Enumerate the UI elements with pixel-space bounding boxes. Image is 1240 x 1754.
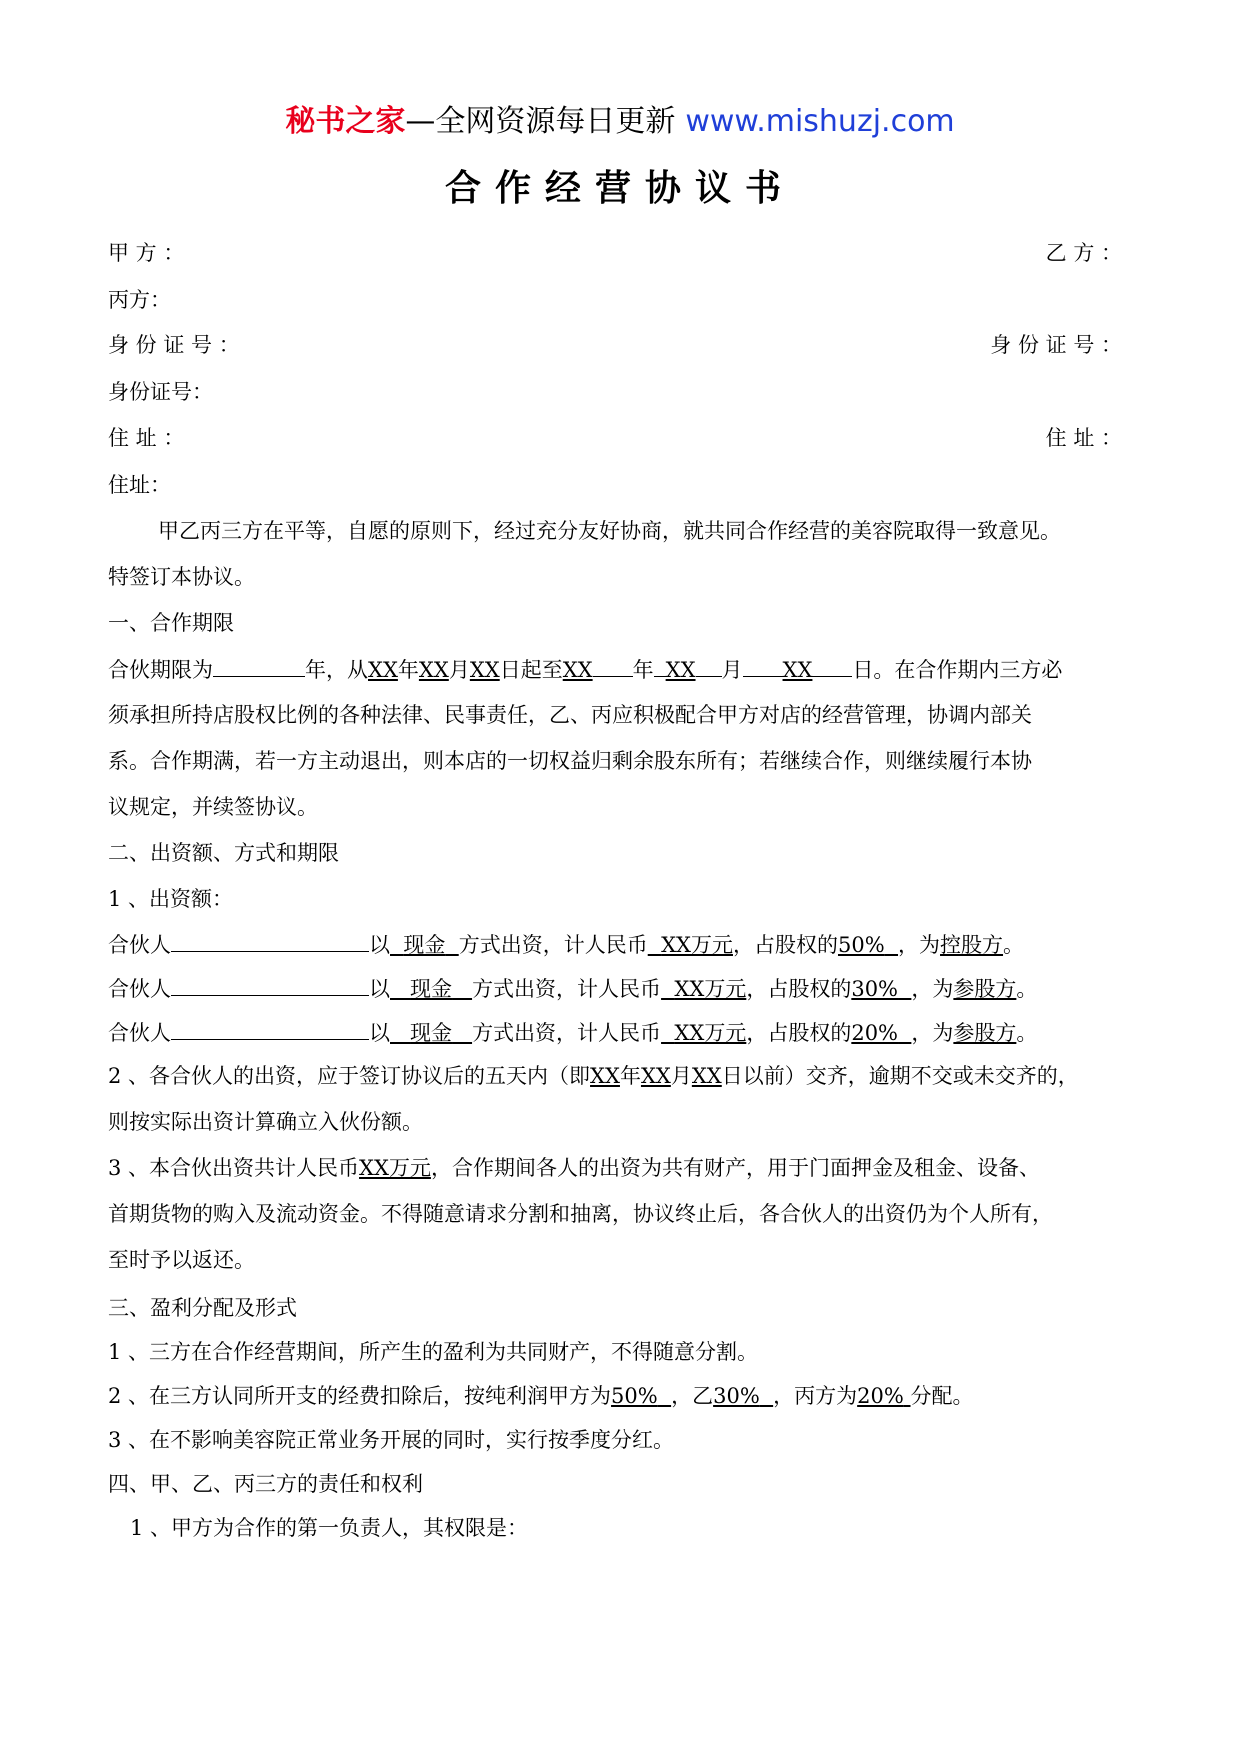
section-1-heading: 一、合作期限	[108, 611, 234, 635]
term-paragraph-line2: 须承担所持店股权比例的各种法律、民事责任，乙、丙应积极配合甲方对店的经营管理，协调内部关	[108, 703, 1032, 727]
partner-row-3: 合伙人 以 现金 方式出资，计人民币 XX万元，占股权的20% ，为参股方。	[108, 1017, 1148, 1048]
id-number-bing-label: 身份证号：	[108, 380, 213, 404]
intro-paragraph-line1: 甲乙丙三方在平等，自愿的原则下，经过充分友好协商，就共同合作经营的美容院取得一致意见。	[158, 519, 1061, 543]
partner-name-blank	[171, 973, 369, 996]
party-bing-label: 丙方：	[108, 288, 171, 312]
party-jia-label: 甲 方 ：	[108, 241, 185, 265]
section-3-heading: 三、盈利分配及形式	[108, 1296, 297, 1320]
site-url-link[interactable]: www.mishuzj.com	[685, 104, 955, 139]
contribution-item-3-line3: 至时予以返还。	[108, 1248, 255, 1272]
profit-item-3: 3 、在不影响美容院正常业务开展的同时，实行按季度分红。	[108, 1428, 675, 1452]
partner-row-2: 合伙人 以 现金 方式出资，计人民币 XX万元，占股权的30% ，为参股方。	[108, 973, 1148, 1004]
contribution-item-3-line2: 首期货物的购入及流动资金。不得随意请求分割和抽离，协议终止后，各合伙人的出资仍为个人所有，	[108, 1202, 1053, 1226]
term-paragraph-line1: 合伙期限为 年，从XX年XX月XX日起至XX 年 XX 月 XX 日。在合作期内三方必	[108, 654, 1148, 685]
address-bing-label: 住址：	[108, 473, 171, 497]
partner-name-blank	[171, 1017, 369, 1040]
id-number-yi-label: 身 份 证 号 ：	[990, 333, 1122, 357]
site-brand: 秘书之家	[285, 104, 406, 139]
contribution-item-2-line1: 2 、各合伙人的出资，应于签订协议后的五天内（即XX年XX月XX日以前）交齐，逾期不交或未交齐的，	[108, 1064, 1079, 1088]
site-header	[0, 100, 1240, 144]
id-number-jia-label: 身 份 证 号 ：	[108, 333, 240, 357]
section-4-heading: 四、甲、乙、丙三方的责任和权利	[108, 1472, 423, 1496]
intro-paragraph-line2: 特签订本协议。	[108, 565, 255, 589]
document-title: 合作经营协议书	[444, 168, 795, 209]
contribution-item-2-line2: 则按实际出资计算确立入伙份额。	[108, 1110, 423, 1134]
section-2-heading: 二、出资额、方式和期限	[108, 841, 339, 865]
party-yi-label: 乙 方 ：	[1045, 241, 1122, 265]
profit-item-2: 2 、在三方认同所开支的经费扣除后，按纯利润甲方为50% ，乙30% ，丙方为20% 分配。	[108, 1384, 974, 1408]
responsibility-item-1: 1 、甲方为合作的第一负责人，其权限是：	[130, 1516, 529, 1540]
partner-row-1: 合伙人 以 现金 方式出资，计人民币 XX万元，占股权的50% ，为控股方。	[108, 929, 1148, 960]
term-paragraph-line3: 系。合作期满，若一方主动退出，则本店的一切权益归剩余股东所有；若继续合作，则继续履行本协	[108, 749, 1032, 773]
contribution-item-1: 1 、出资额：	[108, 887, 234, 911]
profit-item-1: 1 、三方在合作经营期间，所产生的盈利为共同财产，不得随意分割。	[108, 1340, 759, 1364]
term-years-blank	[213, 654, 305, 677]
site-slogan: —全网资源每日更新	[405, 104, 676, 139]
term-paragraph-line4: 议规定，并续签协议。	[108, 795, 318, 819]
contribution-item-3-line1: 3 、本合伙出资共计人民币XX万元，合作期间各人的出资为共有财产，用于门面押金及租金、设备、	[108, 1156, 1040, 1180]
address-jia-label: 住 址 ：	[108, 426, 185, 450]
address-yi-label: 住 址 ：	[1045, 426, 1122, 450]
partner-name-blank	[171, 929, 369, 952]
